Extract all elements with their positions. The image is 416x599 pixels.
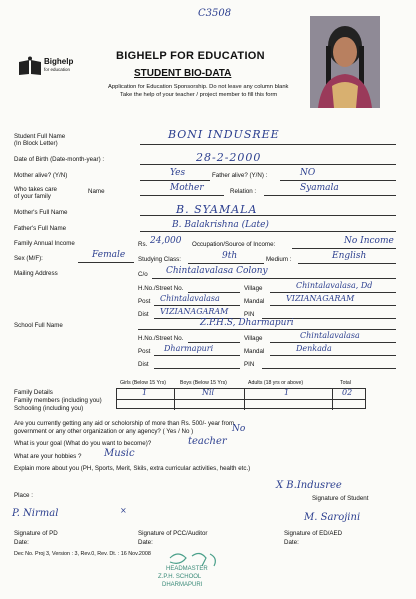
mother-alive-label: Mother alive? (Y/N) — [14, 172, 68, 179]
school-pin-line — [262, 368, 396, 369]
student-photo — [310, 16, 380, 108]
father-alive-value: NO — [300, 168, 316, 178]
student-name-value: BONI INDUSREE — [168, 128, 280, 141]
mandal-label: Mandal — [244, 298, 265, 305]
aid-answer: No — [232, 424, 246, 434]
occupation-value: No Income — [344, 236, 394, 246]
school-name-value: Z.P.H.S, Dharmapuri — [200, 318, 294, 328]
care-label: Who takes care — [14, 186, 57, 193]
co-label: C/o — [138, 271, 148, 278]
ref-code: C3508 — [198, 8, 232, 19]
class-label: Studying Class: — [138, 256, 181, 263]
student-name-line — [140, 144, 396, 145]
col-adults-header: Adults (18 yrs or above) — [248, 380, 304, 386]
class-line — [188, 263, 264, 264]
village-value: Chintalavalasa, Dd — [296, 281, 373, 290]
mother-name-value: B. SYAMALA — [176, 203, 258, 216]
hobbies-label: What are your hobbies ? — [14, 453, 82, 460]
post-value: Chintalavalasa — [160, 294, 220, 303]
school-stamp — [140, 548, 250, 596]
explain-label: Explain more about you (PH, Sports, Merit, Skils, extra curricular activities, health etc.) — [14, 465, 251, 472]
mailing-label: Mailing Address — [14, 270, 58, 277]
student-name-sublabel: (In Block Letter) — [14, 140, 58, 147]
boys-value: Nil — [202, 388, 215, 397]
schooling-row — [116, 398, 366, 409]
school-name-line — [138, 329, 396, 330]
cross-mark: × — [120, 506, 127, 515]
school-village-label: Village — [244, 335, 263, 342]
dob-label: Date of Birth (Date-month-year) : — [14, 156, 105, 163]
student-name-label: Student Full Name — [14, 133, 66, 140]
school-hno-line — [188, 342, 240, 343]
pd-signature: P. Nirmal — [12, 508, 59, 519]
instruction-1: Application for Education Sponsorship. Do not leave any column blank — [108, 84, 289, 90]
care-name-line — [140, 195, 224, 196]
girls-value: 1 — [142, 388, 148, 397]
occupation-line — [292, 248, 396, 249]
mandal-line — [270, 305, 396, 306]
school-post-line — [154, 355, 240, 356]
school-dist-value: Dharmapuri — [164, 344, 214, 353]
medium-label: Medium : — [266, 256, 292, 263]
sex-line — [78, 262, 134, 263]
stamp-line-2: Z.P.H. SCHOOL — [158, 574, 202, 580]
dob-line — [140, 164, 396, 165]
goal-label: What is your goal (What do you want to become)? — [14, 440, 152, 447]
mandal-value: VIZIANAGARAM — [286, 294, 355, 303]
book-logo-icon — [18, 56, 42, 76]
occupation-label: Occupation/Source of Income: — [192, 241, 276, 248]
care-name-value: Mother — [170, 183, 204, 193]
father-name-value: B. Balakrishna (Late) — [172, 220, 269, 230]
post-label: Post — [138, 298, 151, 305]
dob-value: 28-2-2000 — [196, 151, 262, 164]
school-village-value: Chintalavalasa — [300, 331, 360, 340]
total-value: 02 — [342, 388, 353, 397]
org-title: BIGHELP FOR EDUCATION — [116, 50, 265, 62]
schooling-label: Schooling (including you) — [14, 405, 84, 412]
mother-alive-value: Yes — [170, 168, 186, 178]
instruction-2: Take the help of your teacher / project member to fill this form — [120, 92, 278, 98]
school-mandal-label: Mandal — [244, 348, 265, 355]
income-label: Family Annual Income — [14, 240, 75, 247]
school-post-label: Post — [138, 348, 151, 355]
village-line — [270, 292, 396, 293]
school-mandal-line — [270, 355, 396, 356]
school-hno-label: H.No./Street No. — [138, 335, 184, 342]
adults-value: 1 — [284, 388, 290, 397]
stamp-line-3: DHARMAPURI — [162, 582, 203, 588]
father-name-label: Father's Full Name — [14, 225, 67, 232]
father-name-line — [140, 231, 396, 232]
dist-label: Dist — [138, 311, 149, 318]
co-line — [152, 278, 396, 279]
income-value: 24,000 — [150, 236, 182, 246]
date-label-pd: Date: — [14, 539, 29, 546]
sig-pd-label: Signature of PD — [14, 530, 58, 537]
school-dist-label: Dist — [138, 361, 149, 368]
logo-name: Bighelp — [44, 57, 74, 66]
pin-label: PIN — [244, 311, 255, 318]
sex-label: Sex (M/F): — [14, 255, 43, 262]
sig-ed-label: Signature of ED/AED — [284, 530, 343, 537]
aid-question-2: government or any other organization or any agency? ( Yes / No ) — [14, 428, 194, 435]
school-pin-label: PIN — [244, 361, 255, 368]
logo-tagline: for education — [44, 67, 71, 72]
hobbies-value: Music — [104, 448, 135, 459]
aid-question-1: Are you currently getting any aid or scholorship of more than Rs. 500/- year from — [14, 420, 235, 427]
relation-label: Relation : — [230, 188, 257, 195]
relation-line — [264, 195, 396, 196]
relation-value: Syamala — [300, 183, 339, 193]
hno-label: H.No./Street No. — [138, 285, 184, 292]
stamp-line-1: HEADMASTER — [166, 566, 208, 572]
hno-line — [188, 292, 240, 293]
medium-value: English — [332, 251, 367, 261]
care-label-2: of your family — [14, 193, 51, 200]
sig-student-label: Signature of Student — [312, 495, 369, 502]
col-girls-header: Girls (Below 15 Yrs) — [120, 380, 167, 386]
medium-line — [298, 263, 396, 264]
school-mandal-value: Denkada — [296, 344, 332, 353]
col-boys-header: Boys (Below 15 Yrs) — [180, 380, 227, 386]
school-dist-line — [154, 368, 240, 369]
col-total-header: Total — [340, 380, 351, 386]
sig-pcc-label: Signature of PCC/Auditor — [138, 530, 208, 537]
date-label-ed: Date: — [284, 539, 299, 546]
school-name-label: School Full Name — [14, 322, 63, 329]
ed-signature: M. Sarojini — [304, 512, 361, 523]
school-village-line — [270, 342, 396, 343]
goal-value: teacher — [188, 436, 227, 447]
village-label: Village — [244, 285, 263, 292]
family-members-label: Family members (including you) — [14, 397, 102, 404]
form-title: STUDENT BIO-DATA — [134, 68, 232, 79]
mother-name-line — [140, 215, 396, 216]
place-label: Place : — [14, 492, 33, 499]
mother-alive-line — [140, 180, 210, 181]
footer-text: Dec No. Proj 3, Version : 3, Rev.0, Rev. Dt. : 16 Nov.2008 — [14, 551, 151, 557]
rs-label: Rs. — [138, 241, 148, 248]
father-alive-line — [280, 180, 396, 181]
care-name-label: Name — [88, 188, 105, 195]
post-line — [154, 305, 240, 306]
student-signature: X B.Indusree — [276, 480, 342, 491]
class-value: 9th — [222, 251, 238, 261]
mother-name-label: Mother's Full Name — [14, 209, 68, 216]
date-label-pcc: Date: — [138, 539, 153, 546]
co-value: Chintalavalasa Colony — [166, 266, 268, 276]
sex-value: Female — [92, 250, 126, 260]
family-details-label: Family Details — [14, 389, 53, 396]
father-alive-label: Father alive? (Y/N) : — [212, 172, 268, 179]
dist-value: VIZIANAGARAM — [160, 307, 229, 316]
